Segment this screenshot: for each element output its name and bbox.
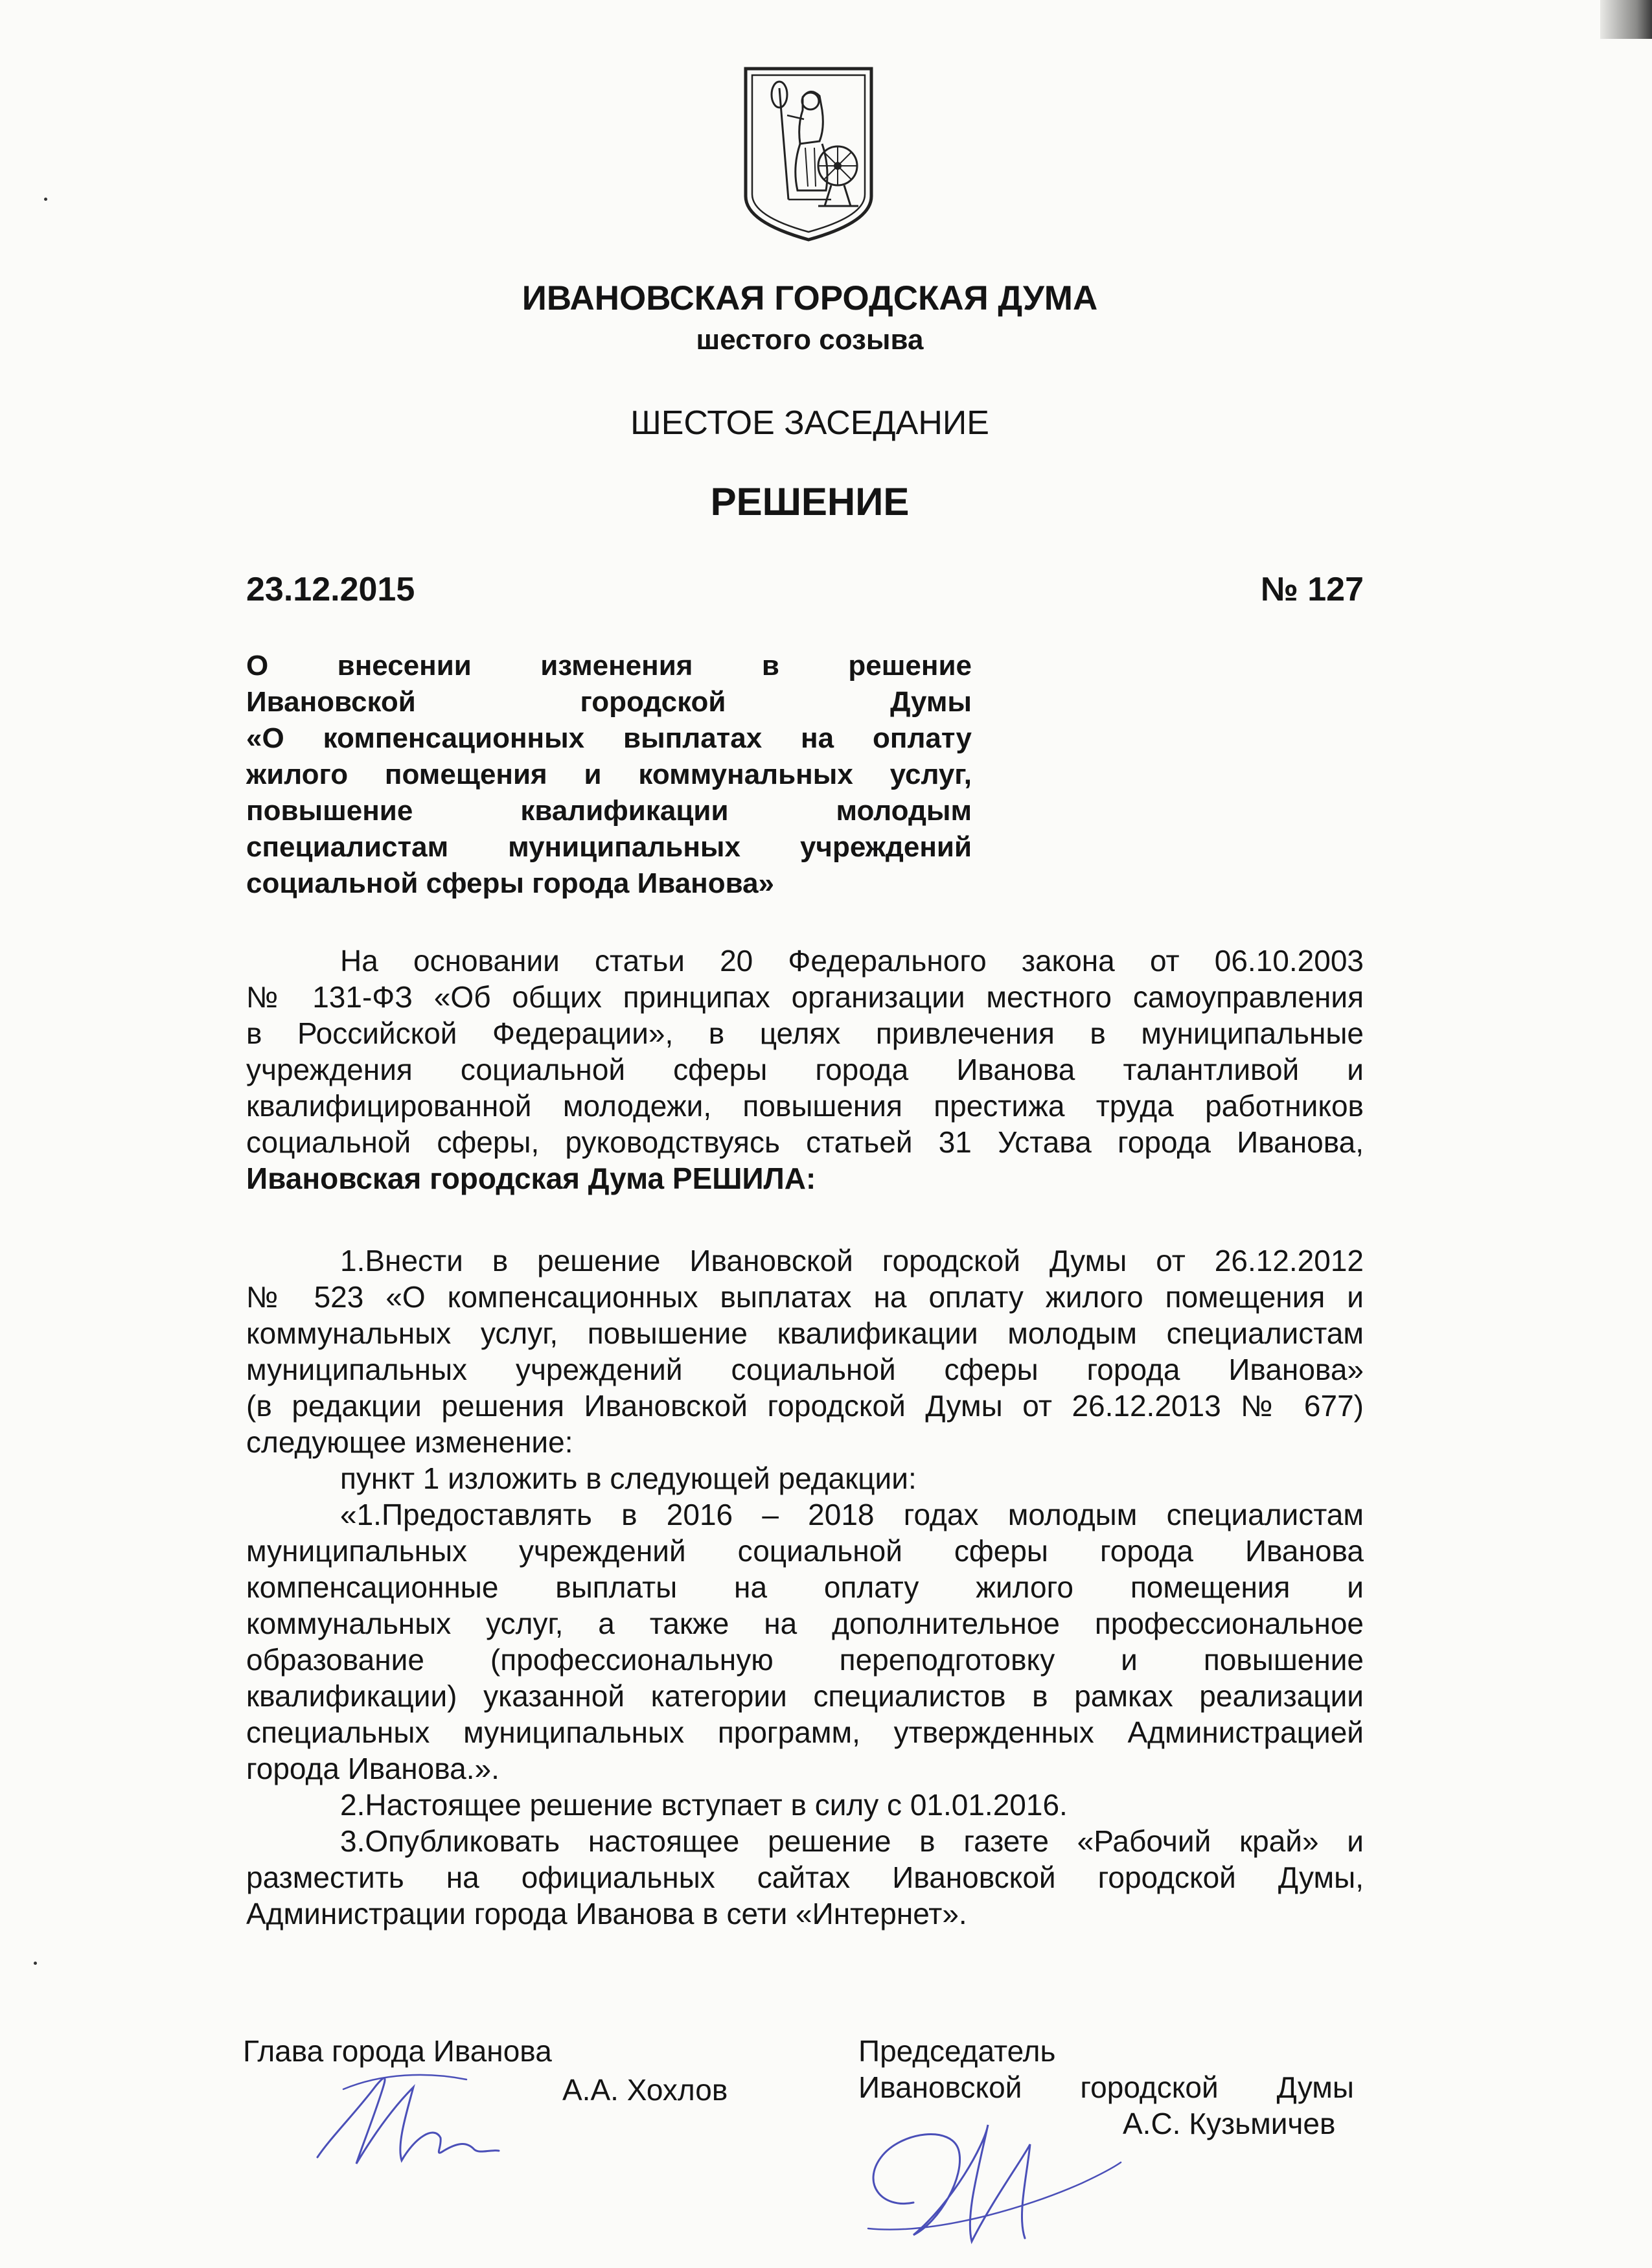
quote-line: квалификации) указанной категории специалистов в рамках реализации [246, 1679, 1364, 1713]
signer-right-title: Председатель [858, 2034, 1056, 2068]
preamble-line: квалифицированной молодежи, повышения престижа труда работников [246, 1089, 1364, 1123]
subject-line: специалистам муниципальных учреждений [246, 831, 972, 863]
quote-line: образование (профессиональную переподготовку и повышение [246, 1643, 1364, 1677]
quote-line: компенсационные выплаты на оплату жилого помещения и [246, 1570, 1364, 1604]
signer-left-name: А.А. Хохлов [562, 2073, 728, 2107]
preamble [246, 943, 1364, 1197]
item-1-line: муниципальных учреждений социальной сферы города Иванова» [246, 1353, 1364, 1386]
scan-speck [44, 198, 47, 201]
signature-right [855, 2105, 1127, 2261]
signature-left [304, 2060, 512, 2183]
item-2: 2.Настоящее решение вступает в силу с 01.01.2016. [340, 1788, 1068, 1822]
document-number: № 127 [1260, 571, 1364, 608]
subject-line: Ивановской городской Думы [246, 686, 972, 718]
quote-line: «1.Предоставлять в 2016 – 2018 годах молодым специалистам [340, 1498, 1364, 1531]
subject-line: жилого помещения и коммунальных услуг, [246, 759, 972, 790]
preamble-line: социальной сферы, руководствуясь статьей 31 Устава города Иванова, [246, 1125, 1364, 1159]
scan-edge-shadow [1600, 0, 1652, 39]
item-1-line: (в редакции решения Ивановской городской Думы от 26.12.2013 № 677) [246, 1389, 1364, 1423]
quote-line: города Иванова.». [246, 1752, 499, 1785]
item-3-line: 3.Опубликовать настоящее решение в газете «Рабочий край» и [340, 1824, 1364, 1858]
subject-line: повышение квалификации молодым [246, 795, 972, 827]
convocation: шестого созыва [696, 324, 924, 356]
document-subject [246, 648, 972, 902]
organization-title: ИВАНОВСКАЯ ГОРОДСКАЯ ДУМА [522, 279, 1098, 317]
subject-line: «О компенсационных выплатах на оплату [246, 722, 972, 754]
item-1-line: следующее изменение: [246, 1425, 573, 1459]
signer-left-title: Глава города Иванова [243, 2034, 552, 2068]
preamble-line: в Российской Федерации», в целях привлечения в муниципальные [246, 1016, 1364, 1050]
scan-speck [34, 1962, 37, 1965]
item-3-line: Администрации города Иванова в сети «Интернет». [246, 1897, 967, 1930]
preamble-line: На основании статьи 20 Федерального закона от 06.10.2003 [340, 944, 1364, 978]
preamble-line: № 131-ФЗ «Об общих принципах организации местного самоуправления [246, 980, 1364, 1014]
quote-line: муниципальных учреждений социальной сферы города Иванова [246, 1534, 1364, 1568]
item-1 [246, 1243, 1364, 1932]
item-1-instruction: пункт 1 изложить в следующей редакции: [340, 1461, 917, 1495]
document-type: РЕШЕНИЕ [710, 480, 910, 523]
session-title: ШЕСТОЕ ЗАСЕДАНИЕ [630, 404, 989, 442]
preamble-line: учреждения социальной сферы города Иванова талантливой и [246, 1053, 1364, 1086]
subject-line: О внесении изменения в решение [246, 650, 972, 682]
signer-right-title: Ивановской городской Думы [858, 2070, 1354, 2104]
item-3-line: разместить на официальных сайтах Ивановской городской Думы, [246, 1861, 1364, 1894]
resolved-clause: Ивановская городская Дума РЕШИЛА: [246, 1162, 816, 1195]
signer-right-name: А.С. Кузьмичев [1123, 2107, 1336, 2140]
subject-line: социальной сферы города Иванова» [246, 867, 775, 899]
quote-line: специальных муниципальных программ, утвержденных Администрацией [246, 1715, 1364, 1749]
document-date: 23.12.2015 [246, 571, 415, 608]
item-1-line: коммунальных услуг, повышение квалификации молодым специалистам [246, 1316, 1364, 1350]
quote-line: коммунальных услуг, а также на дополнительное профессиональное [246, 1607, 1364, 1640]
item-1-line: № 523 «О компенсационных выплатах на оплату жилого помещения и [246, 1280, 1364, 1314]
coat-of-arms-emblem [740, 63, 877, 245]
item-1-line: 1.Внести в решение Ивановской городской Думы от 26.12.2012 [340, 1244, 1364, 1277]
